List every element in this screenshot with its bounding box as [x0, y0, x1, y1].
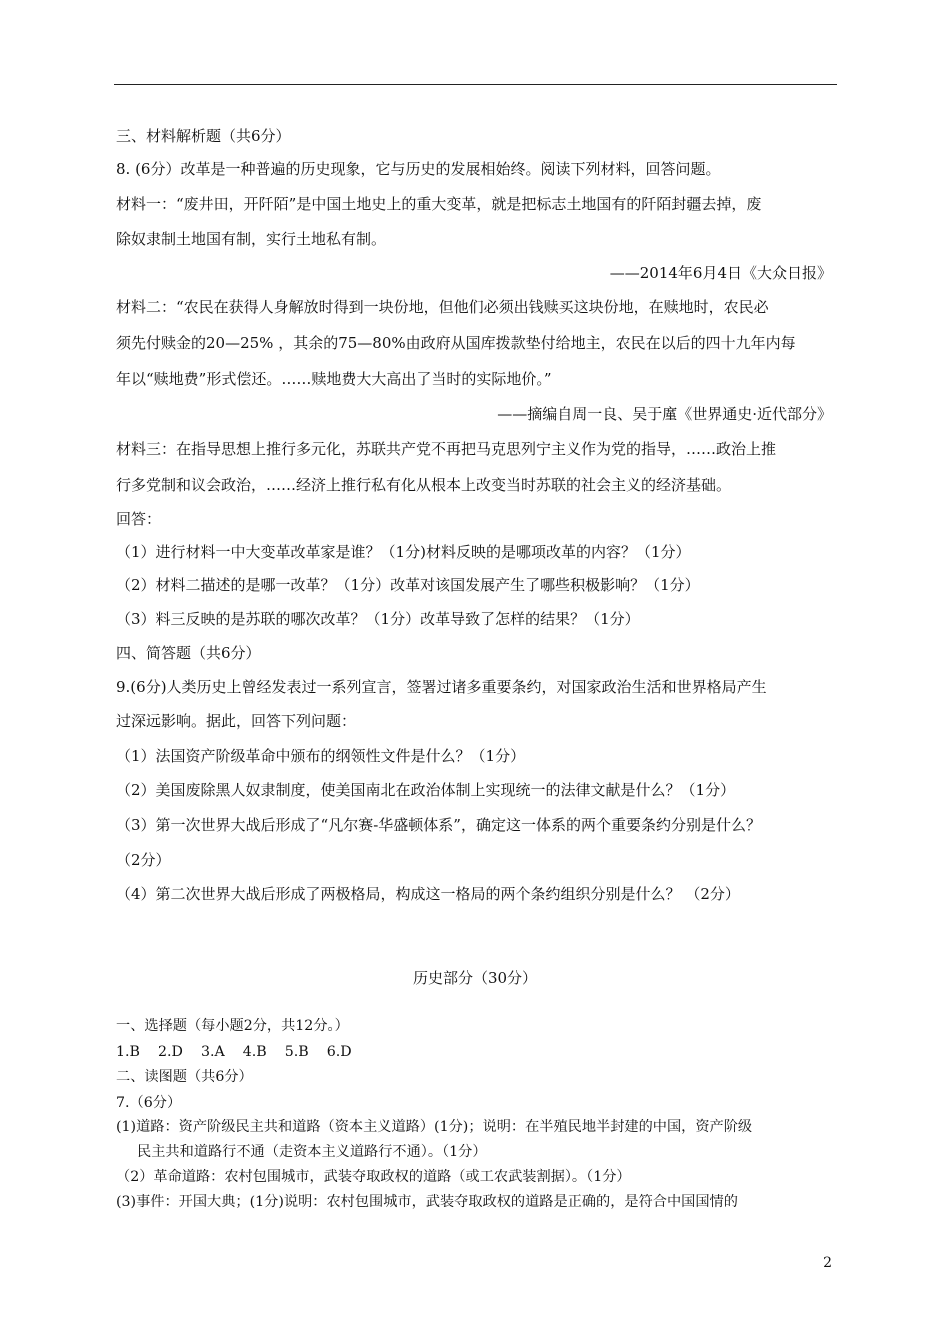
answer-label: 回答：: [116, 510, 162, 528]
question-8-1: （1）进行材料一中大变革改革家是谁？（1分)材料反映的是哪项改革的内容？（1分）: [116, 543, 691, 561]
section-4-heading: 四、简答题（共6分）: [116, 644, 261, 662]
answer-7-1-line-2: 民主共和道路行不通（走资本主义道路行不通）。（1分）: [137, 1144, 487, 1160]
material-1-source: ——2014年6月4日《大众日报》: [609, 264, 832, 282]
material-2-source: ——摘编自周一良、吴于廑《世界通史·近代部分》: [497, 405, 832, 423]
answers-part-1-heading: 一、选择题（每小题2分，共12分。）: [116, 1018, 349, 1034]
section-3-heading: 三、材料解析题（共6分）: [116, 127, 291, 145]
material-2-line-1: 材料二：“农民在获得人身解放时得到一块份地，但他们必须出钱赎买这块份地，在赎地时，农民必: [116, 298, 769, 316]
question-9-4: （4）第二次世界大战后形成了两极格局，构成这一格局的两个条约组织分别是什么？ （2分）: [116, 885, 740, 903]
answer-7-2: （2）革命道路：农村包围城市，武装夺取政权的道路（或工农武装割据）。（1分）: [116, 1169, 631, 1185]
question-8-2: （2）材料二描述的是哪一改革？（1分）改革对该国发展产生了哪些积极影响？（1分）: [116, 576, 700, 594]
question-9-line-1: 9.(6分)人类历史上曾经发表过一系列宣言，签署过诸多重要条约，对国家政治生活和世界格局产生: [116, 678, 767, 696]
answer-7-3: (3)事件：开国大典；(1分)说明：农村包围城市，武装夺取政权的道路是正确的，是符合中国国情的: [116, 1194, 738, 1210]
material-3-line-1: 材料三：在指导思想上推行多元化，苏联共产党不再把马克思列宁主义作为党的指导，……政治上推: [116, 440, 777, 458]
question-9-line-2: 过深远影响。据此，回答下列问题：: [116, 712, 357, 730]
question-8-intro: 8. (6分）改革是一种普遍的历史现象，它与历史的发展相始终。阅读下列材料，回答问题。: [116, 160, 721, 178]
material-2-line-2: 须先付赎金的20—25% ，其余的75—80%由政府从国库拨款垫付给地主，农民在以后的四十九年内每: [116, 334, 796, 352]
material-1-line-1: 材料一：“废井田，开阡陌”是中国土地史上的重大变革，就是把标志土地国有的阡陌封疆去掉，废: [116, 195, 762, 213]
material-2-line-3: 年以“赎地费”形式偿还。……赎地费大大高出了当时的实际地价。”: [116, 370, 552, 388]
material-1-line-2: 除奴隶制土地国有制，实行土地私有制。: [116, 230, 387, 248]
answers-title: 历史部分（30分）: [412, 969, 538, 987]
page-number: 2: [823, 1255, 832, 1271]
question-9-3: （3）第一次世界大战后形成了“凡尔赛-华盛顿体系”，确定这一体系的两个重要条约分别是什么？: [116, 816, 761, 834]
material-3-line-2: 行多党制和议会政治，……经济上推行私有化从根本上改变当时苏联的社会主义的经济基础。: [116, 476, 732, 494]
question-9-1: （1）法国资产阶级革命中颁布的纲领性文件是什么？（1分）: [116, 747, 526, 765]
answers-part-1-list: 1.B 2.D 3.A 4.B 5.B 6.D: [116, 1044, 352, 1060]
question-9-2: （2）美国废除黑人奴隶制度，使美国南北在政治体制上实现统一的法律文献是什么？（1分）: [116, 781, 736, 799]
question-8-3: （3）料三反映的是苏联的哪次改革？（1分）改革导致了怎样的结果？（1分）: [116, 610, 640, 628]
answers-part-2-heading: 二、读图题（共6分）: [116, 1069, 253, 1085]
question-9-3-score: （2分）: [116, 851, 171, 869]
header-rule: [114, 84, 837, 85]
answers-question-7: 7.（6分）: [116, 1095, 182, 1111]
answer-7-1-line-1: (1)道路：资产阶级民主共和道路（资本主义道路）(1分)；说明：在半殖民地半封建的中国，资产阶级: [116, 1119, 753, 1135]
